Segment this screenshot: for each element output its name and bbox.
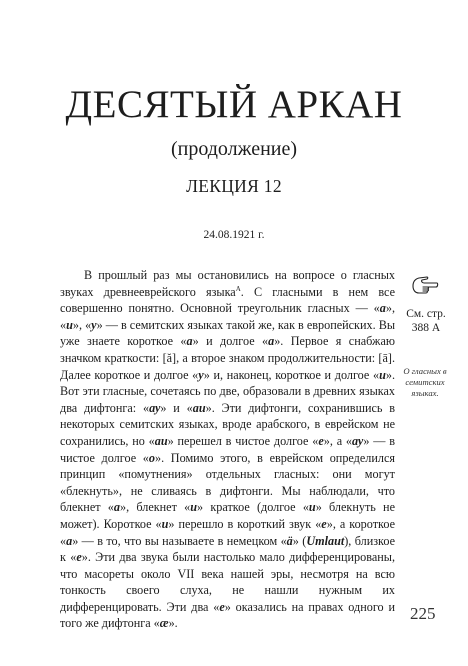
margin-reference: См. стр. 388 А — [406, 308, 446, 334]
footnote-marker: A — [235, 284, 241, 293]
margin-note: О гласных в семитских языках. — [403, 366, 447, 398]
paragraph: В прошлый раз мы остановились на вопросе о гласных звуках древнееврейского языка$^A$. С гласными в нем все совершенно понятно. Основной треугольник гласных — «а», «и», «у» — в семитских языках такой же, как в европейских. Вы уже знаете короткое «а» и долгое «а». Первое я снабжаю значком краткости: [ă], а второе знаком продолжительности: [ā]. Далее короткое и долгое «у» и, наконец, короткое и долгое «и». Вот эти гласные, сочетаясь по две, образовали в древних языках два дифтонга: «ау» и «аи». Эти дифтонги, сохранившись в некоторых семитских языках, вроде арабского, в еврейском не сохранились, но «аи» перешел в чистое долгое «е», а «ау» — в чистое долгое «о». Помимо этого, в еврейском определился принцип «помутнения» отдельных гласных: они могут «блекнуть», не сливаясь в дифтонги. Мы наблюдали, что блекнет «а», блекнет «и» краткое (долгое «и» блекнуть не может). Короткое «и» перешло в короткий звук «е», а короткое «а» — в то, что вы называете в немецком «ä» (Umlaut), близкое к «е». Эти два звука были настолько мало дифференцированы, что масореты около VII века нашей эры, несмотря на всю тонкость своего слуха, не нашли нужным их дифференцировать. Эти два «е» оказались на правах одного и того же дифтонга «æ». — [60, 268, 396, 631]
pointing-hand-icon — [410, 275, 440, 297]
page-number: 225 — [410, 604, 436, 623]
body-text — [60, 267, 395, 632]
chapter-title: ДЕСЯТЫЙ АРКАН — [65, 83, 403, 126]
chapter-subtitle: (продолжение) — [170, 138, 298, 160]
lecture-heading: ЛЕКЦИЯ 12 — [186, 176, 282, 196]
lecture-date: 24.08.1921 г. — [203, 229, 265, 241]
